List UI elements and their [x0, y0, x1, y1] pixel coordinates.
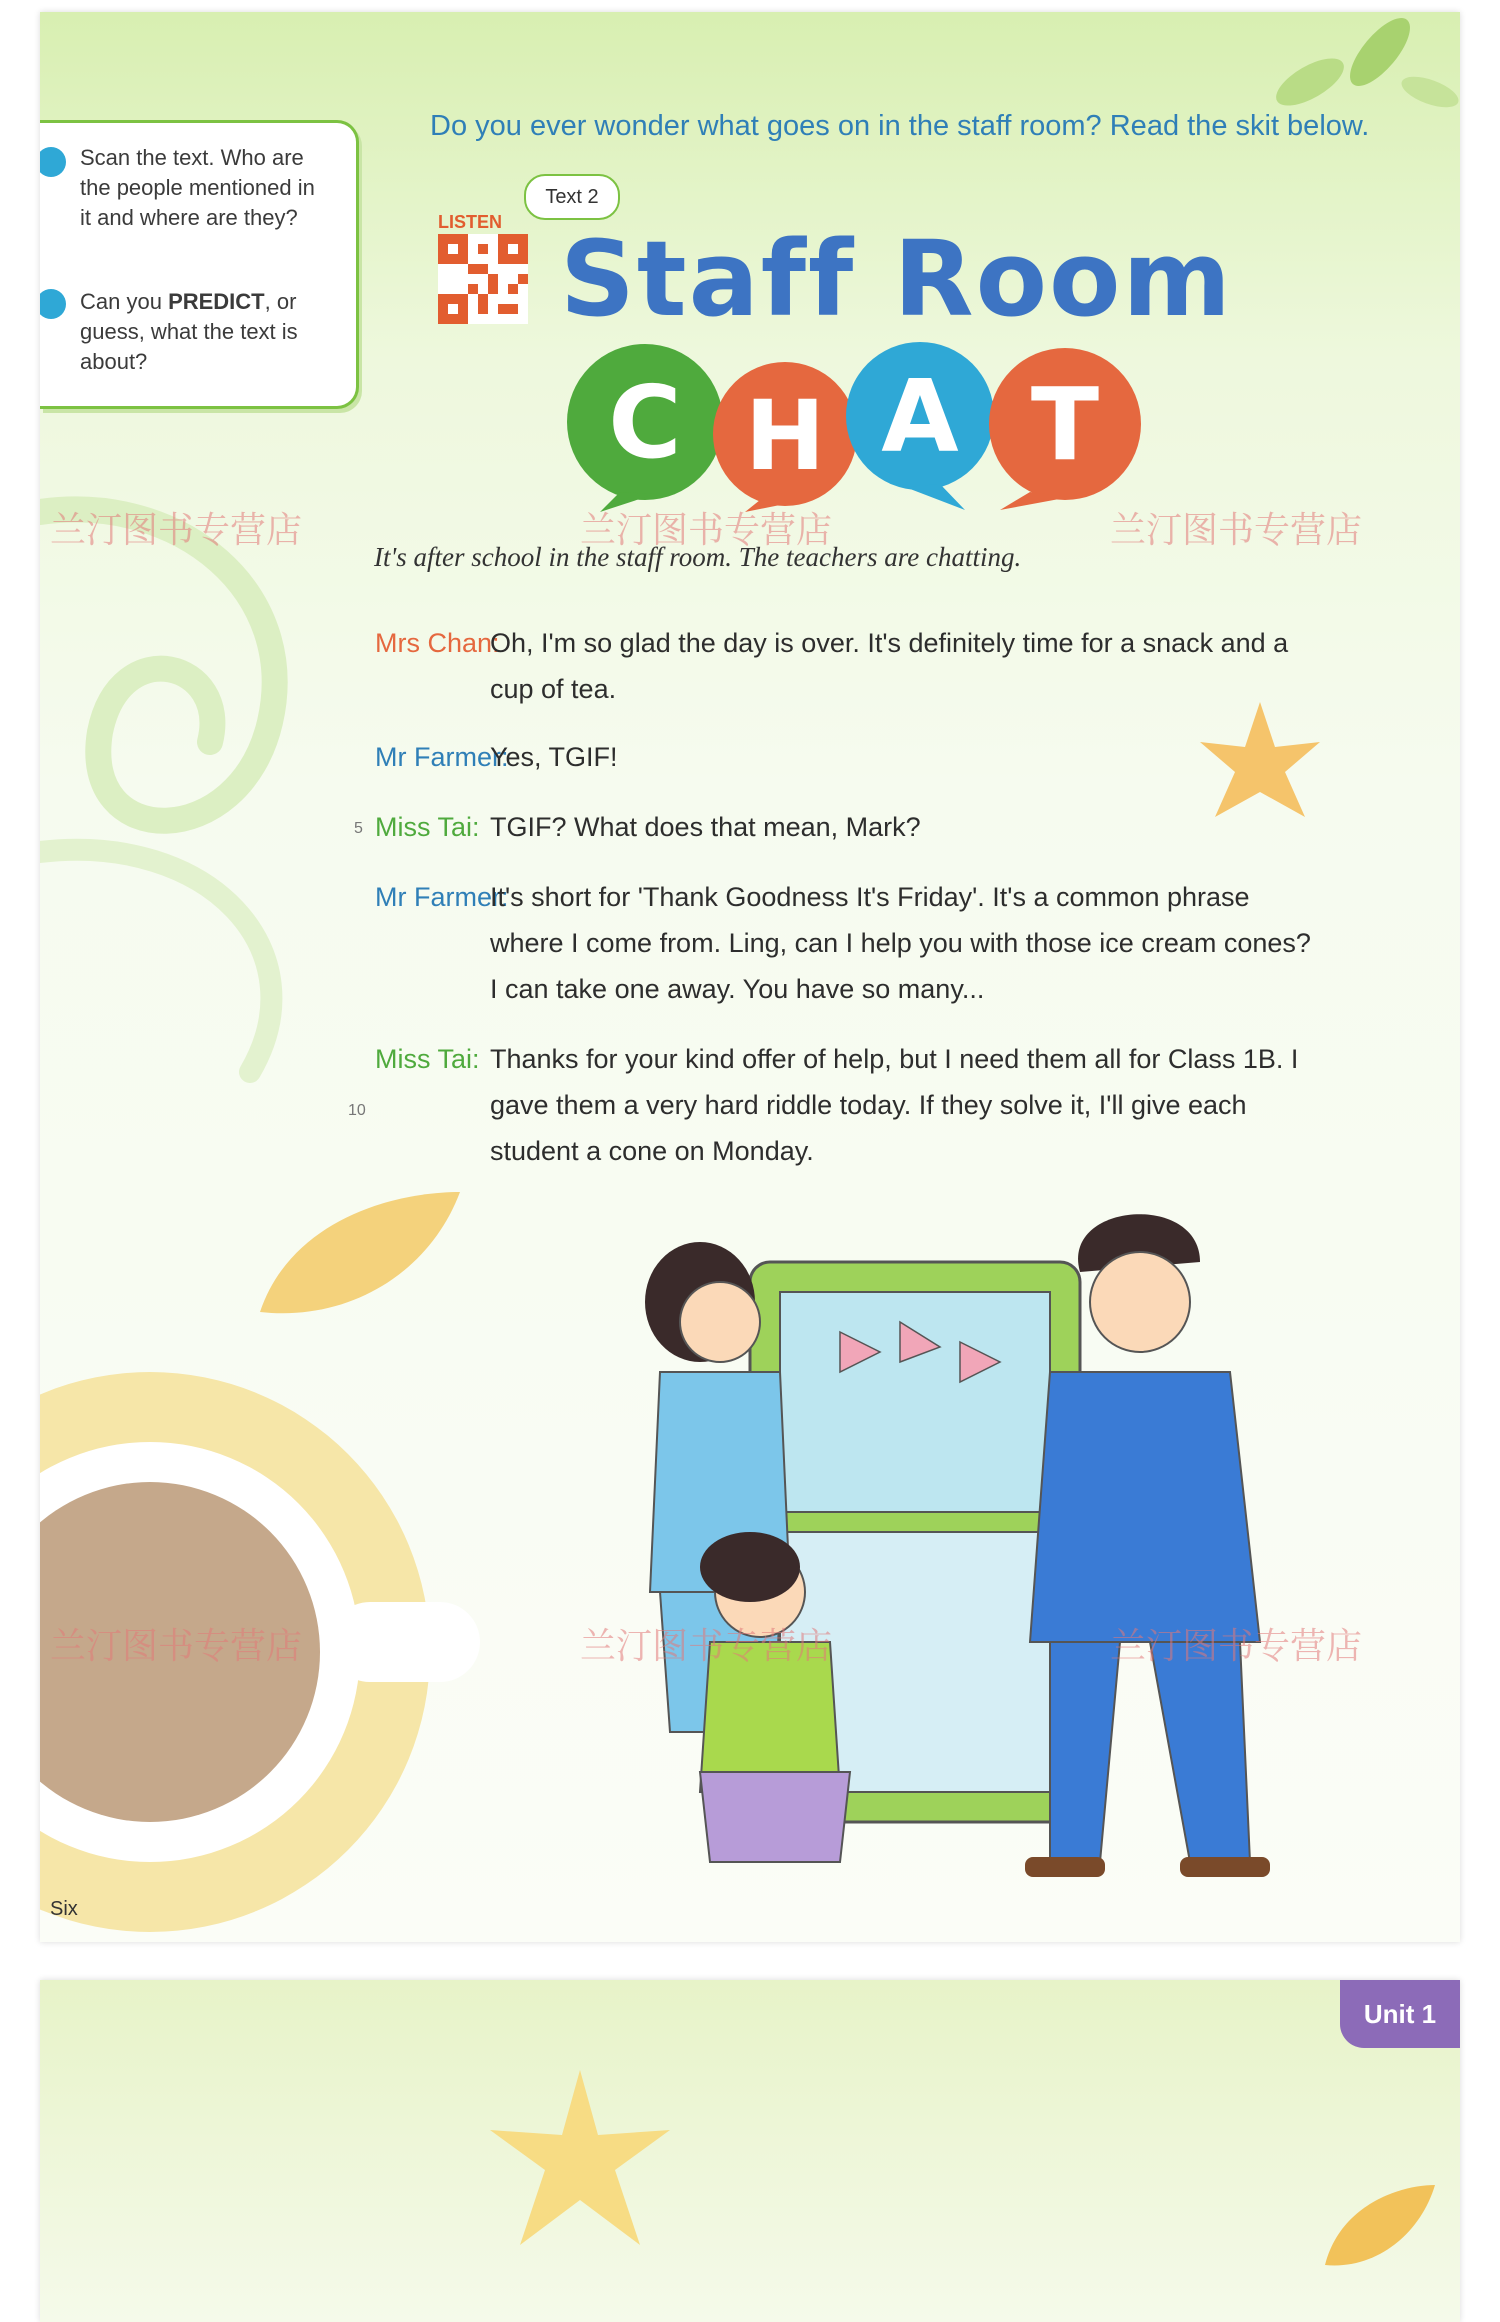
- listen-label: LISTEN: [438, 212, 503, 232]
- letter-h: H: [744, 380, 826, 492]
- speaker-name: Mrs Chan:: [375, 628, 500, 658]
- bubble-a: [846, 342, 994, 510]
- teachers-staff-room-illustration: [580, 1172, 1280, 1912]
- textbook-page-six: [40, 12, 1460, 1942]
- speaker-name: Mr Farmer:: [375, 742, 509, 772]
- page-number: Six: [50, 1898, 78, 1920]
- scan-tip: Scan the text. Who are the people mentioned in it and where are they?: [80, 145, 315, 230]
- predict-tip: Can you PREDICT, or guess, what the text is about?: [80, 289, 298, 374]
- letter-c: C: [608, 364, 682, 481]
- textbook-page-next: [40, 1980, 1460, 2322]
- speaker-name: Miss Tai:: [375, 1044, 480, 1074]
- letter-t: T: [1030, 366, 1100, 483]
- speech-text: It's short for 'Thank Goodness It's Friday'. It's a common phrase where I come from. Ling, can I help you with those ice cream cones? I can take one away. You have so many...: [490, 882, 1311, 1004]
- text-number-badge: Text 2: [524, 174, 620, 220]
- orange-leaf-decoration: [1320, 2180, 1440, 2270]
- page-title: Staff Room: [560, 218, 1233, 340]
- speaker-name: Miss Tai:: [375, 812, 480, 842]
- speaker-name: Mr Farmer:: [375, 882, 509, 912]
- predict-icon: [40, 289, 66, 319]
- line-number: 10: [348, 1102, 366, 1119]
- chat-title-bubbles: [560, 342, 1160, 512]
- scene-setting: It's after school in the staff room. The teachers are chatting.: [374, 542, 1022, 572]
- speech-text: Yes, TGIF!: [490, 742, 618, 772]
- line-number: 5: [354, 820, 363, 837]
- unit-tab: Unit 1: [1340, 1980, 1460, 2048]
- speech-text: TGIF? What does that mean, Mark?: [490, 812, 921, 842]
- yellow-flower-leaf-decoration: [480, 2060, 680, 2260]
- watermark-text: 兰汀图书专营店: [50, 510, 303, 551]
- bubble-t: [989, 348, 1141, 510]
- letter-a: A: [881, 358, 959, 475]
- scan-icon: [40, 147, 66, 177]
- intro-question: Do you ever wonder what goes on in the staff room? Read the skit below.: [430, 110, 1370, 142]
- yellow-leaf-decoration: [250, 1182, 470, 1322]
- reading-tips-box: [40, 120, 359, 409]
- watermark-text: 兰汀图书专营店: [1110, 1626, 1363, 1667]
- speech-text: Thanks for your kind offer of help, but I need them all for Class 1B. I gave them a very hard riddle today. If they solve it, I'll give each student a cone on Monday.: [490, 1044, 1299, 1166]
- watermark-text: 兰汀图书专营店: [580, 510, 833, 551]
- bubble-h: [713, 362, 857, 512]
- bubble-c: [567, 344, 723, 512]
- watermark-text: 兰汀图书专营店: [50, 1626, 303, 1667]
- qr-code-icon[interactable]: [438, 234, 528, 324]
- watermark-text: 兰汀图书专营店: [1110, 510, 1363, 551]
- speech-text: Oh, I'm so glad the day is over. It's definitely time for a snack and a cup of tea.: [490, 628, 1289, 704]
- orange-leaf-decoration: [1190, 692, 1330, 832]
- watermark-text: 兰汀图书专营店: [580, 1626, 833, 1667]
